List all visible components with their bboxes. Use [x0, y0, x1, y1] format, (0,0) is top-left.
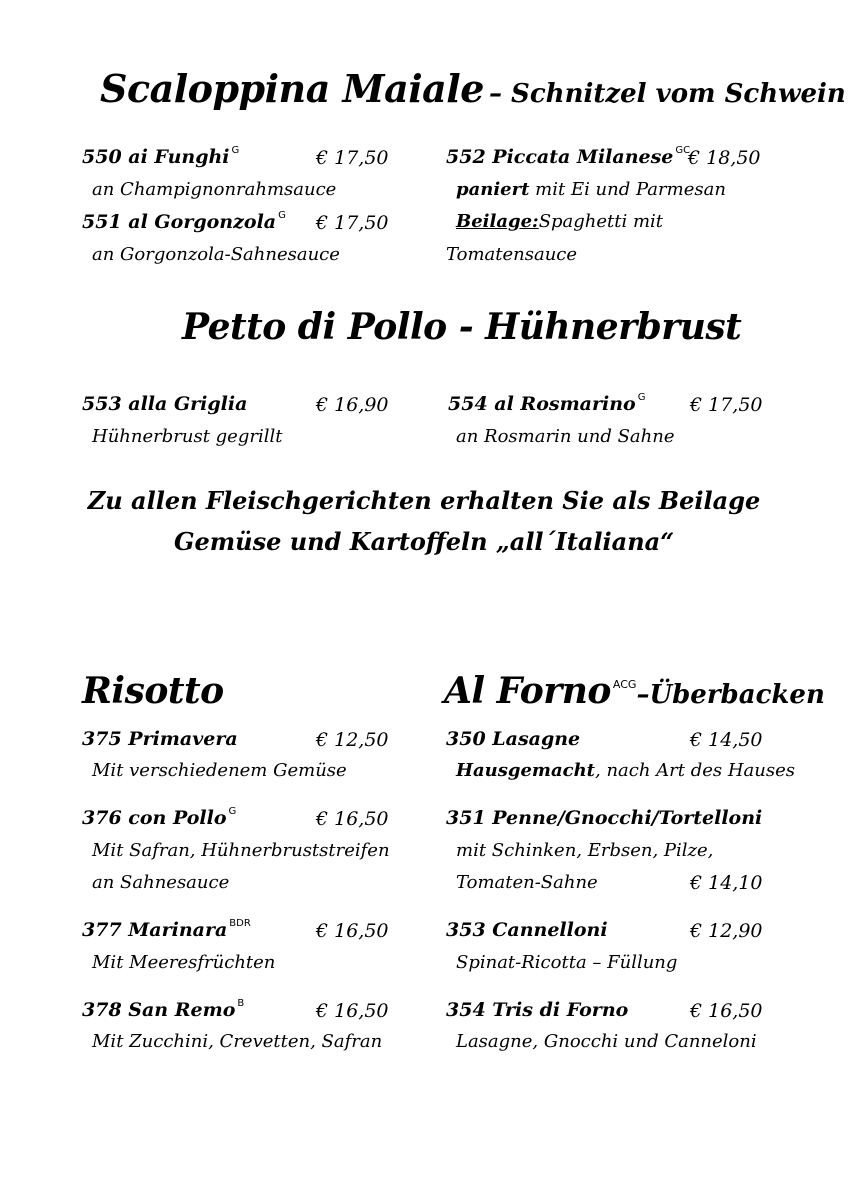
forno-allergens: ACG [612, 678, 637, 691]
menu-item-351-desc: mit Schinken, Erbsen, Pilze, [456, 840, 714, 861]
menu-item-353-price: € 12,90 [690, 920, 763, 942]
menu-item-550-price: € 17,50 [316, 147, 389, 169]
menu-item-378-name: 378 San Remo $^B$ [82, 998, 245, 1021]
menu-item-552-name: 552 Piccata Milanese $^{GC}$ [446, 145, 691, 168]
menu-item-354-desc: Lasagne, Gnocchi und Canneloni [456, 1031, 757, 1052]
menu-item-378-price: € 16,50 [316, 1000, 389, 1022]
menu-item-351-name: 351 Penne/Gnocchi/Tortelloni [446, 807, 763, 829]
menu-item-551-price: € 17,50 [316, 212, 389, 234]
side-dish-note-line-1: Zu allen Fleischgerichten erhalten Sie als Beilage [87, 486, 761, 515]
forno-title: Al Forno [444, 670, 611, 712]
menu-item-350-price: € 14,50 [690, 729, 763, 751]
section-title-forno [444, 670, 825, 712]
scaloppina-title: Scaloppina Maiale [100, 66, 484, 111]
menu-item-552-desc: paniert mit Ei und Parmesan [456, 179, 726, 200]
forno-subtitle: –Überbacken [636, 680, 825, 710]
side-dish-note-line-2: Gemüse und Kartoffeln „all´Italiana“ [173, 527, 674, 556]
section-title-pollo: Petto di Pollo - Hühnerbrust [182, 306, 742, 348]
menu-item-354-name: 354 Tris di Forno [446, 999, 629, 1021]
menu-item-351-price: € 14,10 [690, 872, 763, 894]
menu-item-375-price: € 12,50 [316, 729, 389, 751]
menu-item-377-price: € 16,50 [316, 920, 389, 942]
menu-item-553-desc: Hühnerbrust gegrillt [92, 426, 283, 447]
menu-item-353-name: 353 Cannelloni [446, 919, 608, 941]
menu-item-350-name: 350 Lasagne [446, 728, 581, 750]
menu-item-552-side-2: Tomatensauce [446, 244, 578, 265]
section-title-scaloppina [100, 66, 846, 111]
menu-item-351-desc-2: Tomaten-Sahne [456, 872, 598, 893]
menu-item-551-name: 551 al Gorgonzola $^G$ [82, 210, 286, 233]
menu-item-378-desc: Mit Zucchini, Crevetten, Safran [92, 1031, 383, 1052]
menu-item-550-desc: an Champignonrahmsauce [92, 179, 337, 200]
menu-item-376-desc-2: an Sahnesauce [92, 872, 230, 893]
menu-item-375-desc: Mit verschiedenem Gemüse [92, 760, 347, 781]
menu-item-377-name: 377 Marinara $^{BDR}$ [82, 918, 251, 941]
menu-item-353-desc: Spinat-Ricotta – Füllung [456, 952, 678, 973]
menu-item-551-desc: an Gorgonzola-Sahnesauce [92, 244, 340, 265]
menu-item-552-side: Beilage:Spaghetti mit [456, 211, 664, 232]
menu-item-554-desc: an Rosmarin und Sahne [456, 426, 675, 447]
menu-item-375-name: 375 Primavera [82, 728, 238, 750]
scaloppina-subtitle: – Schnitzel vom Schwein [489, 79, 846, 109]
menu-item-354-price: € 16,50 [690, 1000, 763, 1022]
menu-item-550-name: 550 ai Funghi $^G$ [82, 145, 240, 168]
menu-item-377-desc: Mit Meeresfrüchten [92, 952, 276, 973]
menu-item-376-price: € 16,50 [316, 808, 389, 830]
section-title-risotto: Risotto [82, 670, 224, 712]
menu-item-554-price: € 17,50 [690, 394, 763, 416]
menu-item-554-name: 554 al Rosmarino $^G$ [448, 392, 646, 415]
menu-item-376-desc: Mit Safran, Hühnerbruststreifen [92, 840, 390, 861]
menu-item-553-price: € 16,90 [316, 394, 389, 416]
menu-item-552-price: € 18,50 [688, 147, 761, 169]
menu-item-553-name: 553 alla Griglia [82, 393, 248, 415]
menu-item-376-name: 376 con Pollo $^G$ [82, 806, 237, 829]
menu-item-350-desc: Hausgemacht, nach Art des Hauses [456, 760, 796, 781]
